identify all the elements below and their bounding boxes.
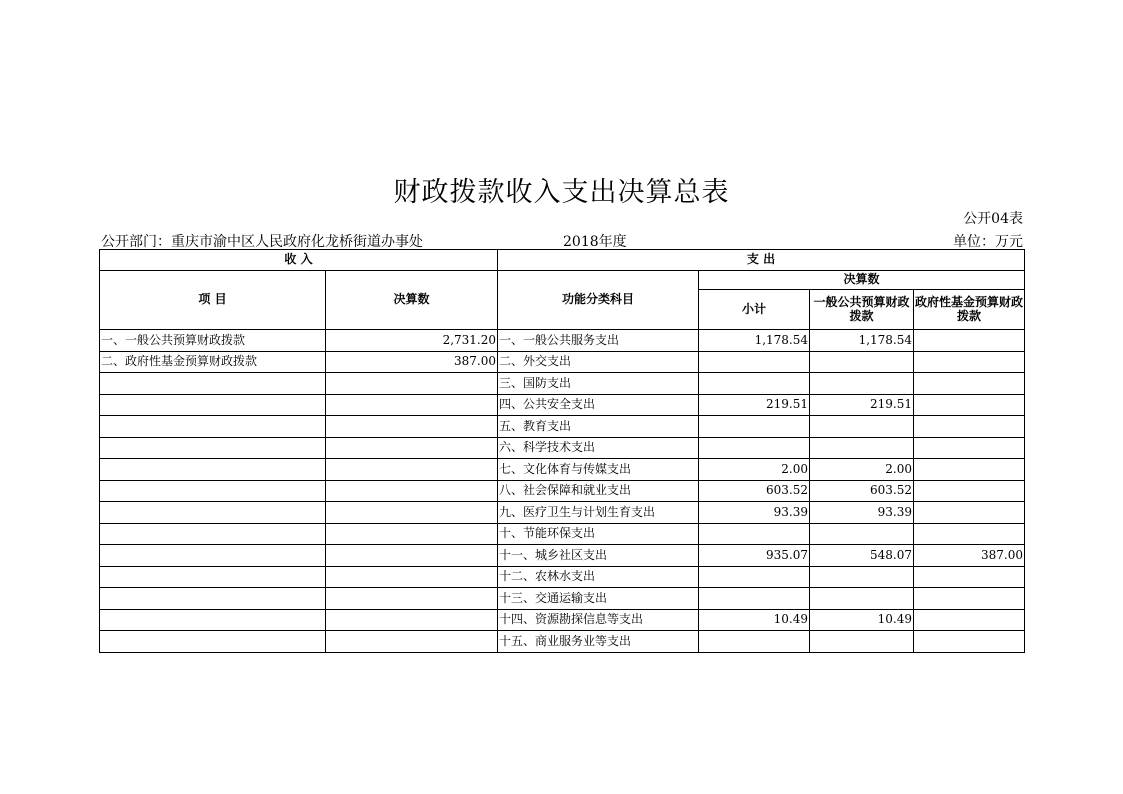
table-row (100, 351, 1025, 373)
item-column-header: 项 目 (100, 271, 326, 330)
income-item-cell (100, 416, 326, 438)
general-budget-cell (810, 523, 914, 545)
income-amount-cell (326, 588, 498, 610)
unit-label: 单位：万元 (953, 234, 1023, 250)
fund-budget-column-header: 政府性基金预算财政拨款 (914, 290, 1025, 330)
income-item-cell (100, 523, 326, 545)
subtotal-cell (699, 373, 810, 395)
income-amount-column-header: 决算数 (326, 271, 498, 330)
income-item-cell (100, 588, 326, 610)
fund-budget-cell (914, 351, 1025, 373)
table-row (100, 523, 1025, 545)
general-budget-cell: 2.00 (810, 459, 914, 481)
expense-section-header: 支 出 (498, 250, 1025, 271)
expense-item-cell: 十五、商业服务业等支出 (498, 631, 699, 653)
income-item-cell: 一、一般公共预算财政拨款 (100, 330, 326, 352)
income-amount-cell (326, 480, 498, 502)
income-amount-cell (326, 545, 498, 567)
general-budget-cell (810, 566, 914, 588)
expense-item-cell: 十二、农林水支出 (498, 566, 699, 588)
expense-item-cell: 十四、资源勘探信息等支出 (498, 609, 699, 631)
subtotal-cell: 219.51 (699, 394, 810, 416)
expense-item-cell: 十、节能环保支出 (498, 523, 699, 545)
table-row (100, 459, 1025, 481)
income-item-cell (100, 545, 326, 567)
table-row (100, 502, 1025, 524)
fiscal-year: 2018年度 (563, 234, 627, 250)
subtotal-cell (699, 566, 810, 588)
table-row (100, 480, 1025, 502)
fund-budget-cell (914, 330, 1025, 352)
income-amount-cell (326, 416, 498, 438)
general-budget-cell (810, 437, 914, 459)
fund-budget-cell (914, 480, 1025, 502)
form-number: 公开04表 (963, 211, 1023, 227)
income-amount-cell (326, 566, 498, 588)
general-budget-cell (810, 588, 914, 610)
fund-budget-cell (914, 523, 1025, 545)
fund-budget-cell (914, 437, 1025, 459)
income-amount-cell (326, 631, 498, 653)
fund-budget-cell (914, 416, 1025, 438)
header-row-columns (100, 271, 1025, 290)
general-budget-cell (810, 351, 914, 373)
fund-budget-cell (914, 588, 1025, 610)
expense-item-cell: 九、医疗卫生与计划生育支出 (498, 502, 699, 524)
header-row-sections (100, 250, 1025, 271)
expense-item-cell: 十三、交通运输支出 (498, 588, 699, 610)
income-amount-cell (326, 523, 498, 545)
expense-item-cell: 二、外交支出 (498, 351, 699, 373)
income-item-cell (100, 373, 326, 395)
subtotal-cell (699, 631, 810, 653)
budget-table (99, 249, 1025, 653)
general-budget-cell: 93.39 (810, 502, 914, 524)
income-item-cell (100, 437, 326, 459)
subtotal-column-header: 小计 (699, 290, 810, 330)
fund-budget-cell (914, 373, 1025, 395)
expense-item-cell: 七、文化体育与传媒支出 (498, 459, 699, 481)
fund-budget-cell (914, 394, 1025, 416)
subtotal-cell: 935.07 (699, 545, 810, 567)
general-budget-cell: 603.52 (810, 480, 914, 502)
income-amount-cell (326, 609, 498, 631)
income-item-cell (100, 609, 326, 631)
fund-budget-cell (914, 566, 1025, 588)
expense-item-cell: 八、社会保障和就业支出 (498, 480, 699, 502)
table-row (100, 330, 1025, 352)
expense-item-cell: 三、国防支出 (498, 373, 699, 395)
income-amount-cell (326, 373, 498, 395)
income-item-cell (100, 566, 326, 588)
page-title: 财政拨款收入支出决算总表 (393, 177, 730, 208)
income-amount-cell (326, 437, 498, 459)
table-row (100, 566, 1025, 588)
fund-budget-cell (914, 459, 1025, 481)
general-budget-cell: 10.49 (810, 609, 914, 631)
table-row (100, 588, 1025, 610)
subtotal-cell: 1,178.54 (699, 330, 810, 352)
income-amount-cell: 2,731.20 (326, 330, 498, 352)
expense-item-cell: 十一、城乡社区支出 (498, 545, 699, 567)
table-row (100, 437, 1025, 459)
expense-item-cell: 五、教育支出 (498, 416, 699, 438)
income-item-cell (100, 480, 326, 502)
fund-budget-cell (914, 609, 1025, 631)
subtotal-cell (699, 588, 810, 610)
subtotal-cell: 2.00 (699, 459, 810, 481)
income-item-cell (100, 394, 326, 416)
general-budget-cell: 1,178.54 (810, 330, 914, 352)
table-row (100, 373, 1025, 395)
income-item-cell (100, 502, 326, 524)
subtotal-cell (699, 523, 810, 545)
income-item-cell: 二、政府性基金预算财政拨款 (100, 351, 326, 373)
general-budget-cell (810, 631, 914, 653)
fund-budget-cell: 387.00 (914, 545, 1025, 567)
general-budget-cell (810, 373, 914, 395)
subtotal-cell: 603.52 (699, 480, 810, 502)
table-row (100, 416, 1025, 438)
income-amount-cell: 387.00 (326, 351, 498, 373)
fund-budget-cell (914, 502, 1025, 524)
table-row (100, 631, 1025, 653)
subtotal-cell (699, 351, 810, 373)
income-item-cell (100, 631, 326, 653)
expense-item-cell: 四、公共安全支出 (498, 394, 699, 416)
subtotal-cell: 10.49 (699, 609, 810, 631)
income-amount-cell (326, 502, 498, 524)
general-budget-cell (810, 416, 914, 438)
table-row (100, 394, 1025, 416)
expense-item-cell: 六、科学技术支出 (498, 437, 699, 459)
income-amount-cell (326, 394, 498, 416)
general-budget-cell: 219.51 (810, 394, 914, 416)
general-budget-cell: 548.07 (810, 545, 914, 567)
fund-budget-cell (914, 631, 1025, 653)
function-category-column-header: 功能分类科目 (498, 271, 699, 330)
subtotal-cell (699, 416, 810, 438)
income-section-header: 收 入 (100, 250, 498, 271)
income-item-cell (100, 459, 326, 481)
general-budget-column-header: 一般公共预算财政拨款 (810, 290, 914, 330)
expense-item-cell: 一、一般公共服务支出 (498, 330, 699, 352)
income-amount-cell (326, 459, 498, 481)
table-row (100, 609, 1025, 631)
subtotal-cell (699, 437, 810, 459)
subtotal-cell: 93.39 (699, 502, 810, 524)
table-row (100, 545, 1025, 567)
department-label: 公开部门：重庆市渝中区人民政府化龙桥街道办事处 (101, 234, 423, 250)
expense-amount-group-header: 决算数 (699, 271, 1025, 290)
